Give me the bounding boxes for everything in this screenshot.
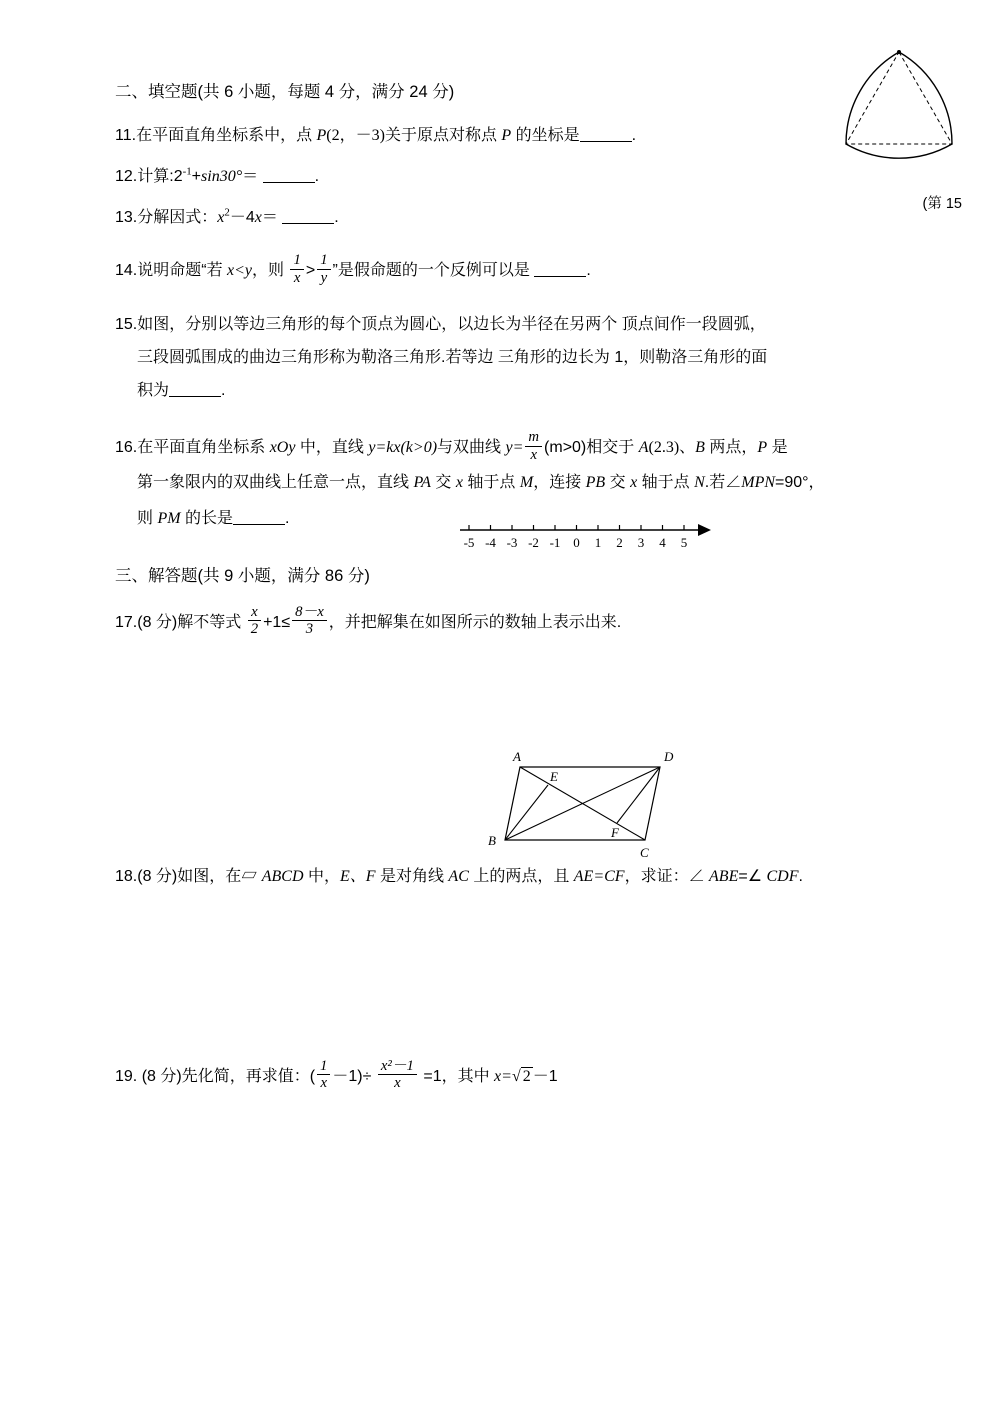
- q14-text-c: ”是假命题的一个反例可以是: [332, 261, 535, 279]
- section-3-title: 三、解答题(共 9 小题，满分 86 分): [115, 566, 370, 585]
- q16-frac-denominator: x: [530, 446, 537, 463]
- q16-l2g: .若∠: [704, 474, 742, 492]
- number-line-label: -1: [549, 535, 561, 550]
- q12-text-a: 计算:2: [137, 168, 183, 186]
- q13-text-a: 分解因式：: [137, 209, 218, 227]
- q17-text-a: 解不等式: [177, 613, 246, 631]
- q12-end: .: [314, 168, 320, 186]
- q17-label: 17.: [115, 613, 138, 631]
- q14-text-a: 说明命题“若: [137, 261, 228, 279]
- q19-fraction-2: [378, 1058, 417, 1092]
- q12-plus: +: [191, 168, 202, 186]
- question-17: [115, 604, 885, 639]
- q19-eq: =1: [418, 1067, 442, 1085]
- q14-fraction-2: [317, 252, 330, 286]
- q13-end: .: [334, 209, 339, 227]
- svg-text:F: F: [611, 825, 619, 840]
- q16-l1e: 两点，: [704, 439, 758, 457]
- q19-frac2-numerator: x²－1: [378, 1058, 417, 1075]
- question-14: [115, 252, 885, 287]
- q18-score: (8 分): [137, 867, 178, 885]
- q16-answer-blank: [233, 524, 285, 525]
- q18-label: 18.: [115, 867, 138, 885]
- q18-abe: ABE: [709, 867, 739, 885]
- q17-frac1-numerator: x: [248, 604, 261, 621]
- q14-inequality: x<y: [227, 261, 253, 279]
- number-line-label: -5: [463, 535, 475, 550]
- q16-l2h: =90°，: [775, 474, 825, 492]
- q12-answer-blank: [263, 182, 315, 183]
- number-line-label: -3: [506, 535, 518, 550]
- q18-text-e: ，求证：∠: [624, 867, 710, 885]
- q12-eq: ＝: [242, 168, 259, 186]
- q16-end: .: [285, 509, 290, 527]
- q18-cdf: CDF: [766, 867, 799, 885]
- q14-frac2-denominator: y: [320, 269, 328, 286]
- q17-frac2-numerator: 8－x: [292, 604, 327, 621]
- question-13: [115, 202, 885, 234]
- q16-l2d: ，连接: [533, 474, 586, 492]
- q19-sqrt-radicand: 2: [522, 1067, 531, 1085]
- q15-label: 15.: [115, 315, 138, 333]
- svg-text:E: E: [550, 769, 558, 784]
- q19-sqrt: √ 2: [511, 1067, 531, 1085]
- q15-line-3-wrap: [115, 375, 885, 408]
- q18-text-c: 是对角线: [375, 867, 449, 885]
- q15-line-2: 三段圆弧围成的曲边三角形称为勒洛三角形.若等边 三角形的边长为 1，则勒洛三角形的面: [137, 348, 768, 366]
- number-line-figure: [455, 512, 715, 567]
- q11-end: .: [631, 127, 637, 145]
- q18-text-b: 中，: [303, 867, 340, 885]
- q16-l1c: 与双曲线: [437, 439, 506, 457]
- number-line-label: -4: [485, 535, 496, 550]
- number-line-label: 0: [573, 535, 580, 550]
- q13-x2: x: [254, 209, 262, 227]
- q11-answer-blank: [580, 141, 632, 142]
- q16-xoy: xOy: [269, 439, 296, 457]
- q19-x-eq: x=: [494, 1067, 512, 1085]
- q16-label: 16.: [115, 439, 138, 457]
- number-line-label: 1: [594, 535, 602, 550]
- q19-text-b: ，其中: [441, 1067, 495, 1085]
- q17-frac2-denominator: 3: [305, 621, 314, 638]
- q15-line-1: 如图，分别以等边三角形的每个顶点为圆心，以边长为半径在另两个 顶点间作一段圆弧，: [137, 315, 766, 333]
- question-18: [115, 861, 885, 893]
- q11-p1: P: [316, 127, 327, 145]
- q16-l1d: (m>0)相交于: [544, 439, 639, 457]
- q15-answer-blank: [169, 396, 221, 397]
- svg-text:B: B: [488, 833, 496, 848]
- q17-plus: +1≤: [263, 613, 291, 631]
- q16-line-2: [115, 465, 885, 500]
- q18-ef: E、F: [339, 867, 376, 885]
- q18-abcd: ABCD: [261, 867, 304, 885]
- number-line-label: 2: [616, 535, 623, 550]
- number-line-label: 4: [659, 535, 666, 550]
- q16-l3b: 的长是: [180, 509, 234, 527]
- q19-label: 19.: [115, 1067, 138, 1085]
- number-line-label: 3: [637, 535, 645, 550]
- q16-point-B: B: [695, 439, 705, 457]
- question-15: [115, 309, 885, 407]
- q12-sin: sin30°: [201, 168, 243, 186]
- svg-text:A: A: [513, 749, 521, 764]
- q19-fraction-1: [317, 1058, 330, 1092]
- q16-hyperbola-y: y=: [505, 439, 524, 457]
- question-19: [115, 1058, 885, 1093]
- q13-label: 13.: [115, 209, 138, 227]
- q16-l3a: 则: [137, 509, 158, 527]
- figure-caption: (第 15: [922, 196, 962, 212]
- q19-frac1-denominator: x: [320, 1075, 327, 1092]
- q14-text-b: ，则: [252, 261, 289, 279]
- q19-minus-2: －1: [532, 1067, 558, 1085]
- q18-eq: =∠: [738, 867, 767, 885]
- question-12: [115, 161, 885, 193]
- q17-fraction-1: [248, 604, 261, 638]
- q15-line-3: 积为: [137, 381, 170, 399]
- q16-l2a: 第一象限内的双曲线上任意一点，直线: [137, 474, 414, 492]
- number-line-label: -2: [528, 535, 539, 550]
- number-line-label: 5: [680, 535, 688, 550]
- q16-frac-numerator: m: [525, 429, 542, 446]
- q13-eq: ＝: [261, 209, 278, 227]
- q14-frac1-numerator: 1: [290, 252, 303, 269]
- q17-frac1-denominator: 2: [250, 621, 259, 638]
- q16-l2b: 交: [430, 474, 456, 492]
- q16-l2c: 轴于点: [462, 474, 520, 492]
- q16-l1a: 在平面直角坐标系: [137, 439, 270, 457]
- q11-text-a: 在平面直角坐标系中，点: [136, 127, 317, 145]
- q13-x: x: [217, 209, 225, 227]
- q16-l1b: 中，直线: [295, 439, 369, 457]
- q18-text-d: 上的两点，且: [468, 867, 574, 885]
- q16-point-P: P: [757, 439, 768, 457]
- q12-label: 12.: [115, 168, 138, 186]
- q14-frac1-denominator: x: [293, 269, 301, 286]
- svg-text:D: D: [664, 749, 674, 764]
- q19-text-a: 先化简，再求值：(: [181, 1067, 316, 1085]
- q14-answer-blank: [534, 276, 586, 277]
- q14-label: 14.: [115, 261, 138, 279]
- q12-exponent: -1: [182, 165, 192, 178]
- q16-point-M: M: [519, 474, 534, 492]
- q16-PB: PB: [585, 474, 606, 492]
- parallelogram-figure: [480, 745, 695, 865]
- q16-fraction-m-x: [525, 429, 542, 463]
- q16-line-eq: y=kx(k>0): [368, 439, 438, 457]
- question-11: [115, 120, 885, 152]
- q18-ac: AC: [448, 867, 469, 885]
- q14-gt: >: [305, 261, 316, 279]
- q14-frac2-numerator: 1: [317, 252, 330, 269]
- q17-text-b: ，并把解集在如图所示的数轴上表示出来.: [328, 613, 622, 631]
- q11-label: 11.: [115, 127, 137, 145]
- q18-text-a: 如图，在▱: [177, 867, 262, 885]
- q16-point-A: A: [638, 439, 649, 457]
- q16-x-axis-1: x: [455, 474, 463, 492]
- q11-text-c: 的坐标是: [511, 127, 580, 145]
- q17-fraction-2: [292, 604, 327, 638]
- q16-angle-MPN: MPN: [741, 474, 776, 492]
- q19-frac2-denominator: x: [394, 1075, 401, 1092]
- q13-minus: －4: [229, 209, 255, 227]
- q17-score: (8 分): [137, 613, 178, 631]
- q14-end: .: [586, 261, 591, 279]
- section-2-title: 二、填空题(共 6 小题，每题 4 分，满分 24 分): [115, 83, 455, 101]
- q11-text-b: 关于原点对称点: [384, 127, 502, 145]
- q13-exponent: 2: [224, 206, 230, 219]
- q14-fraction-1: [290, 252, 303, 286]
- q16-PM: PM: [157, 509, 181, 527]
- q19-frac1-numerator: 1: [317, 1058, 330, 1075]
- q13-answer-blank: [282, 223, 334, 224]
- q19-score: (8 分): [137, 1067, 182, 1085]
- q16-l2e: 交: [605, 474, 631, 492]
- q15-end: .: [221, 381, 226, 399]
- document-content: [115, 78, 885, 1102]
- q16-x-axis-2: x: [630, 474, 638, 492]
- q16-point-N: N: [694, 474, 705, 492]
- q16-A-coord: (2.3)、: [648, 439, 696, 457]
- q16-l2f: 轴于点: [637, 474, 695, 492]
- q11-p2: P: [501, 127, 512, 145]
- q16-l1f: 是: [767, 439, 788, 457]
- q19-minus-1: －1)÷: [332, 1067, 376, 1085]
- q16-PA: PA: [413, 474, 431, 492]
- q11-coord: (2，－3): [326, 127, 385, 145]
- q18-aecf: AE=CF: [573, 867, 625, 885]
- q18-end: .: [798, 867, 803, 885]
- svg-text:C: C: [640, 845, 649, 860]
